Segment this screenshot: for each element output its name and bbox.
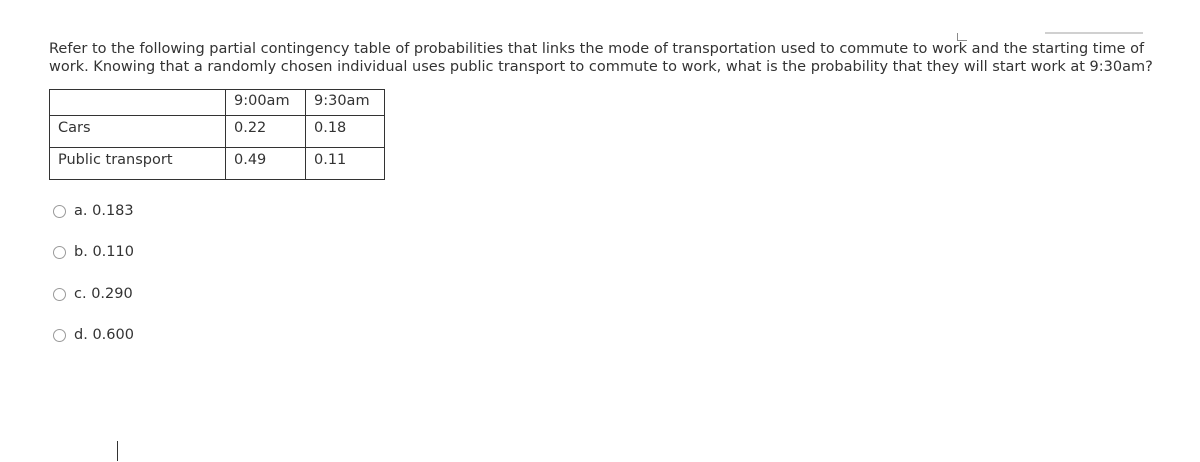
option-b-text: [74, 244, 134, 260]
question-text: [49, 40, 1159, 76]
radio-button-d[interactable]: [53, 329, 66, 342]
table-row: [50, 148, 385, 180]
contingency-table: [49, 89, 385, 180]
table-row: [50, 116, 385, 148]
question-line-1: Refer to the following partial contingency table of probabilities that links the mode of transportation used to commute to work and the starting time of: [49, 41, 1145, 57]
radio-button-c[interactable]: [53, 288, 66, 301]
table-cell: 0.49: [226, 148, 306, 180]
option-d[interactable]: [53, 325, 134, 345]
option-d-letter: d.: [74, 327, 88, 343]
option-a-letter: a.: [74, 203, 88, 219]
option-c-text: [74, 286, 133, 302]
table-cell: 0.22: [226, 116, 306, 148]
option-c[interactable]: [53, 284, 133, 304]
table-header-cell: 9:00am: [226, 90, 306, 116]
table-header-row: [50, 90, 385, 116]
question-line-2: work. Knowing that a randomly chosen individual uses public transport to commute to work, what is the probability that they will start work at 9:30am?: [49, 59, 1153, 75]
option-a[interactable]: [53, 201, 134, 221]
option-c-letter: c.: [74, 286, 87, 302]
option-d-text: [74, 327, 134, 343]
table-header-cell: [50, 90, 226, 116]
option-b-value: 0.110: [92, 244, 134, 260]
table-cell: 0.18: [306, 116, 385, 148]
decorative-underline: [1045, 32, 1143, 34]
row-label-cell: Public transport: [50, 148, 226, 180]
text-cursor: [117, 441, 118, 461]
option-a-text: [74, 203, 134, 219]
radio-button-a[interactable]: [53, 205, 66, 218]
option-b-letter: b.: [74, 244, 88, 260]
table-header-cell: 9:30am: [306, 90, 385, 116]
option-a-value: 0.183: [92, 203, 134, 219]
radio-button-b[interactable]: [53, 246, 66, 259]
option-c-value: 0.290: [91, 286, 133, 302]
option-b[interactable]: [53, 242, 134, 262]
option-d-value: 0.600: [92, 327, 134, 343]
row-label-cell: Cars: [50, 116, 226, 148]
table-cell: 0.11: [306, 148, 385, 180]
